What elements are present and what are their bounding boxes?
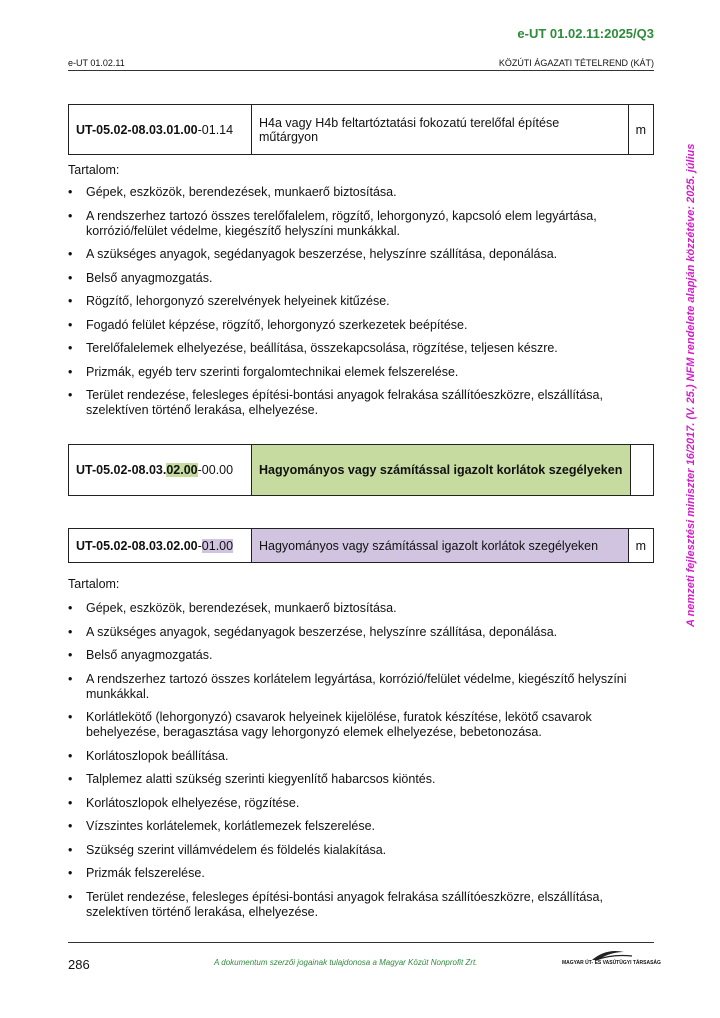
list-item: • Prizmák felszerelése.: [68, 866, 648, 881]
list-item: • A rendszerhez tartozó összes terelőfalelem, rögzítő, lehorgonyzó, kapcsoló elem legyártása, korrózió/felület védelme, kiegészítő helyszíni munkákkal.: [68, 209, 648, 239]
side-note-text: A nemzeti fejlesztési miniszter 16/2017. (V. 25.) NFM rendelete alapján közzétéve: 2025. július: [685, 143, 697, 627]
document-code: e-UT 01.02.11:2025/Q3: [517, 26, 654, 41]
item-table-2: [68, 444, 654, 496]
list-item: • Terület rendezése, felesleges építési-bontási anyagok felrakása szállítóeszközre, elszállítása, szelektíven történő lerakása, elhelyezése.: [68, 890, 648, 920]
list-item: • Korlátoszlopok elhelyezése, rögzítése.: [68, 796, 648, 811]
item-description: H4a vagy H4b feltartóztatási fokozatú terelőfal építése műtárgyon: [252, 105, 629, 155]
item-description: Hagyományos vagy számítással igazolt korlátok szegélyeken: [252, 529, 629, 563]
item-unit: m: [628, 529, 653, 563]
content-list: [68, 601, 648, 928]
item-unit: [631, 445, 654, 496]
list-item: • Gépek, eszközök, berendezések, munkaerő biztosítása.: [68, 601, 648, 616]
list-item: • Belső anyagmozgatás.: [68, 271, 648, 286]
item-code-tail: -00.00: [197, 463, 234, 477]
list-item: • Prizmák, egyéb terv szerinti forgalomtechnikai elemek felszerelése.: [68, 365, 648, 380]
header-right: KÖZÚTI ÁGAZATI TÉTELREND (KÁT): [498, 58, 654, 68]
item-code: [69, 529, 252, 563]
content-list: [68, 185, 648, 427]
item-unit: m: [628, 105, 653, 155]
list-item: • Korlátlekötő (lehorgonyzó) csavarok helyeinek kijelölése, furatok készítése, lekötő csavarok behelyezése, beragasztása vagy lehorgonyzó elemek elhelyezése, bebetonozása.: [68, 710, 648, 740]
header-rule: [68, 70, 654, 71]
list-item: • Vízszintes korlátelemek, korlátlemezek felszerelése.: [68, 819, 648, 834]
list-item: • A szükséges anyagok, segédanyagok beszerzése, helyszínre szállítása, deponálása.: [68, 625, 648, 640]
item-code-highlight: 01.00: [201, 538, 234, 553]
item-code-dash: -: [197, 538, 202, 553]
list-item: • Talplemez alatti szükség szerinti kiegyenlítő habarcsos kiöntés.: [68, 772, 648, 787]
list-item: • A szükséges anyagok, segédanyagok beszerzése, helyszínre szállítása, deponálása.: [68, 247, 648, 262]
item-code: [69, 105, 252, 155]
item-table-1: [68, 104, 654, 155]
logo-text: MAGYAR ÚT- ÉS VASÚTÜGYI TÁRSASÁG: [562, 960, 661, 966]
list-item: • Belső anyagmozgatás.: [68, 648, 648, 663]
item-code-pre: UT-05.02-08.03.: [76, 463, 167, 477]
page-number: 286: [68, 957, 90, 972]
item-code-bold: UT-05.02-08.03.02.00: [76, 538, 198, 553]
side-note: [683, 97, 699, 627]
content-label: Tartalom:: [68, 577, 120, 591]
list-item: • Terület rendezése, felesleges építési-bontási anyagok felrakása szállítóeszközre, elszállítása, szelektíven történő lerakása, elhelyezése.: [68, 388, 648, 418]
item-description: Hagyományos vagy számítással igazolt korlátok szegélyeken: [252, 445, 631, 496]
list-item: • Terelőfalelemek elhelyezése, beállítása, összekapcsolása, rögzítése, teljesen készre.: [68, 341, 648, 356]
content-label: Tartalom:: [68, 163, 120, 177]
copyright-note: A dokumentum szerzői jogainak tulajdonosa a Magyar Közút Nonprofit Zrt.: [214, 958, 478, 967]
item-code: [69, 445, 252, 496]
item-table-3: [68, 528, 654, 563]
item-code-tail: -01.14: [197, 122, 234, 137]
list-item: • Gépek, eszközök, berendezések, munkaerő biztosítása.: [68, 185, 648, 200]
list-item: • Rögzítő, lehorgonyzó szerelvények helyeinek kitűzése.: [68, 294, 648, 309]
item-code-highlight: 02.00: [166, 463, 198, 477]
footer-rule: [68, 942, 654, 943]
item-code-bold: UT-05.02-08.03.01.00: [76, 122, 198, 137]
list-item: • Szükség szerint villámvédelem és földelés kialakítása.: [68, 843, 648, 858]
list-item: • Korlátoszlopok beállítása.: [68, 749, 648, 764]
header-left: e-UT 01.02.11: [68, 58, 125, 68]
list-item: • Fogadó felület képzése, rögzítő, lehorgonyzó szerkezetek beépítése.: [68, 318, 648, 333]
list-item: • A rendszerhez tartozó összes korlátelem legyártása, korrózió/felület védelme, kiegészítő helyszíni munkákkal.: [68, 672, 648, 702]
